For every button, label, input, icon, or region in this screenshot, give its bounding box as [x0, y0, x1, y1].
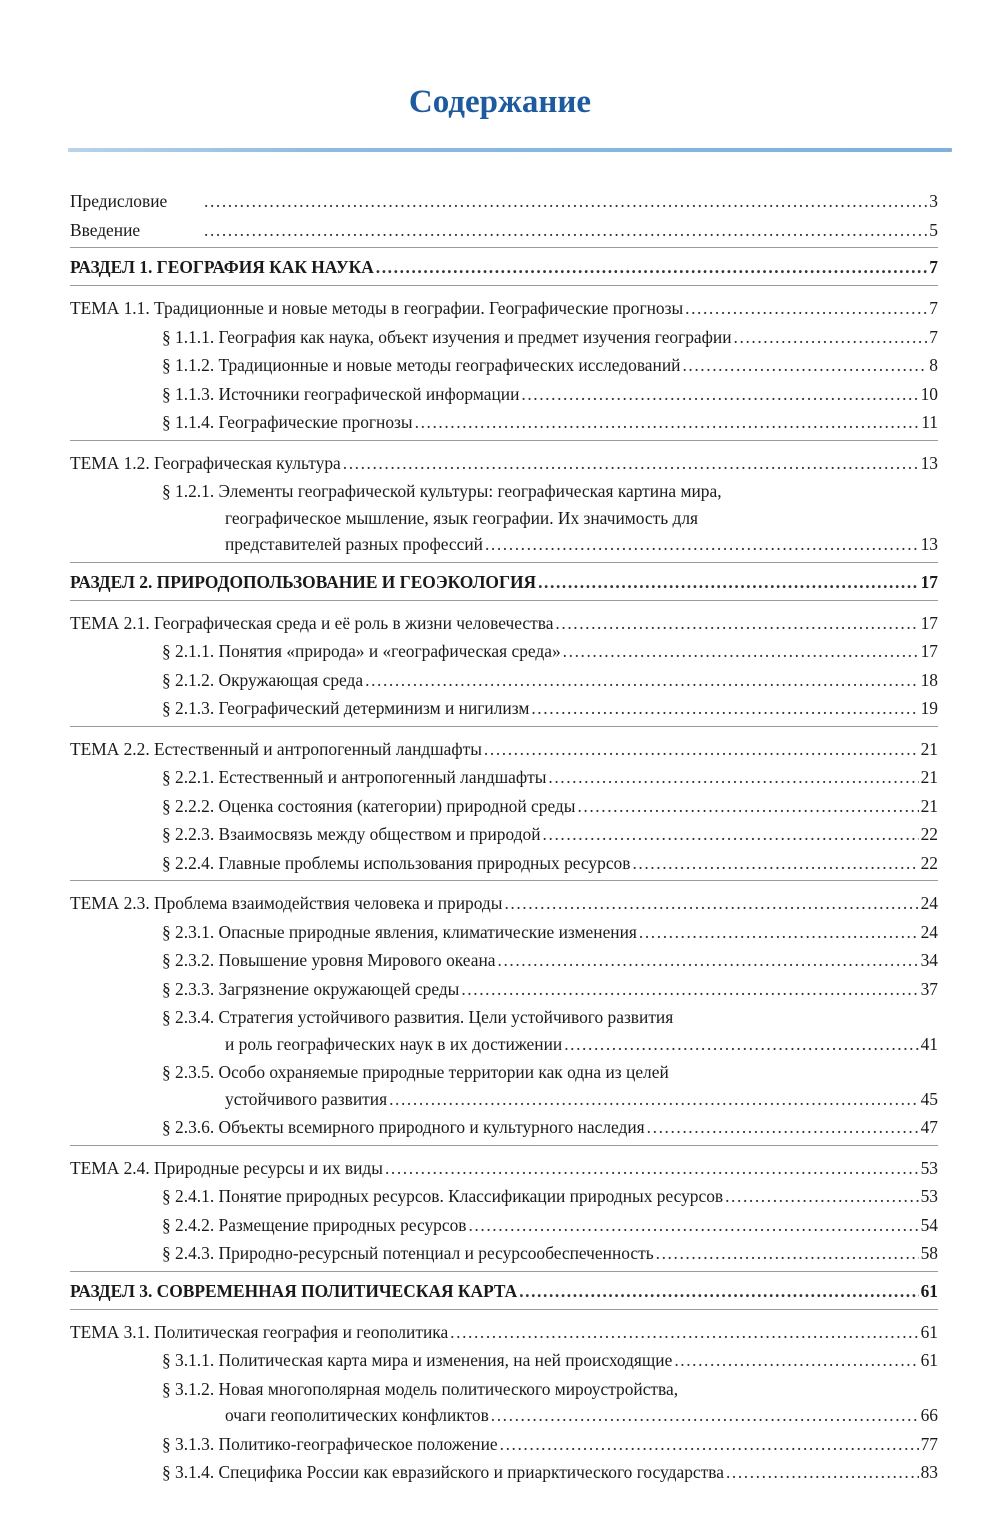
- topic-title: ТЕМА 2.3. Проблема взаимодействия человека и природы: [70, 893, 503, 913]
- page-number: 83: [920, 1462, 938, 1482]
- page-number: 58: [920, 1243, 938, 1263]
- dot-leader: [632, 850, 918, 877]
- page-number: 5: [929, 219, 938, 240]
- paragraph-line: представителей разных профессий: [225, 534, 483, 554]
- page-number: 10: [920, 383, 938, 404]
- page-number: 34: [920, 950, 938, 970]
- toc-entry[interactable]: [70, 409, 938, 436]
- table-of-contents: [70, 186, 938, 1486]
- page-number: 8: [929, 355, 938, 375]
- section-divider: [70, 726, 938, 727]
- dot-leader: [543, 821, 919, 848]
- title-underline: [68, 148, 952, 152]
- page-number: 24: [920, 921, 938, 942]
- page-number: 37: [920, 978, 938, 999]
- paragraph-title: § 1.1.1. География как наука, объект изучения и предмет изучения географии: [162, 326, 732, 347]
- page-number: 47: [920, 1117, 938, 1137]
- topic-title: ТЕМА 2.1. Географическая среда и её роль в жизни человечества: [70, 612, 554, 633]
- toc-entry[interactable]: [70, 667, 938, 694]
- dot-leader: [726, 1459, 919, 1486]
- page-title: Содержание: [408, 84, 592, 120]
- section-divider: [70, 285, 938, 286]
- page-number: 41: [920, 1033, 938, 1054]
- dot-leader: [204, 217, 927, 244]
- page-number: 77: [920, 1433, 938, 1454]
- dot-leader: [548, 764, 918, 791]
- toc-entry[interactable]: [70, 254, 938, 281]
- dot-leader: [521, 381, 918, 408]
- dot-leader: [519, 1278, 918, 1305]
- page-number: 66: [920, 1405, 938, 1425]
- section-divider: [70, 1309, 938, 1310]
- dot-leader: [498, 947, 919, 974]
- paragraph-continuation: [162, 1086, 938, 1113]
- toc-entry[interactable]: [70, 764, 938, 791]
- paragraph-line: географическое мышление, язык географии. Их значимость для: [225, 507, 699, 528]
- toc-entry[interactable]: [70, 188, 938, 215]
- page-number: 53: [920, 1157, 938, 1178]
- toc-entry[interactable]: [70, 1347, 938, 1374]
- section-title: РАЗДЕЛ 3. СОВРЕМЕННАЯ ПОЛИТИЧЕСКАЯ КАРТА: [70, 1280, 518, 1301]
- paragraph-title: § 2.3.4. Стратегия устойчивого развития. Цели устойчивого развития: [162, 1007, 674, 1027]
- paragraph-title: § 2.4.2. Размещение природных ресурсов: [162, 1214, 467, 1235]
- topic-title: ТЕМА 2.4. Природные ресурсы и их виды: [70, 1157, 383, 1178]
- paragraph-title: § 1.1.3. Источники географической информации: [162, 383, 520, 404]
- dot-leader: [365, 667, 918, 694]
- dot-leader: [538, 569, 919, 596]
- paragraph-title: § 2.2.2. Оценка состояния (категории) природной среды: [162, 795, 576, 816]
- toc-entry-multiline[interactable]: [70, 1376, 938, 1429]
- dot-leader: [639, 919, 919, 946]
- paragraph-title: § 2.3.1. Опасные природные явления, климатические изменения: [162, 921, 637, 942]
- toc-entry[interactable]: [70, 610, 938, 637]
- page-number: 22: [920, 852, 938, 873]
- dot-leader: [555, 610, 918, 637]
- page-number: 53: [920, 1186, 938, 1206]
- paragraph-title: § 3.1.1. Политическая карта мира и изменения, на ней происходящие: [162, 1350, 673, 1370]
- toc-entry[interactable]: [70, 381, 938, 408]
- toc-entry[interactable]: [70, 850, 938, 877]
- toc-entry[interactable]: [70, 695, 938, 722]
- paragraph-title: § 1.1.2. Традиционные и новые методы географических исследований: [162, 355, 681, 375]
- section-divider: [70, 247, 938, 248]
- dot-leader: [389, 1086, 919, 1113]
- page-number: 61: [920, 1350, 938, 1370]
- paragraph-title: § 2.2.4. Главные проблемы использования природных ресурсов: [162, 852, 631, 873]
- page-number: 13: [920, 534, 938, 554]
- dot-leader: [468, 1212, 918, 1239]
- topic-title: ТЕМА 1.1. Традиционные и новые методы в географии. Географические прогнозы: [70, 298, 684, 318]
- dot-leader: [656, 1240, 919, 1267]
- intro-label: Введение: [70, 219, 141, 240]
- dot-leader: [674, 1347, 918, 1374]
- paragraph-title: § 2.1.2. Окружающая среда: [162, 669, 364, 690]
- paragraph-title: § 2.1.3. Географический детерминизм и нигилизм: [162, 698, 530, 718]
- page-number: 61: [920, 1321, 938, 1342]
- paragraph-title: § 2.4.3. Природно-ресурсный потенциал и ресурсообеспеченность: [162, 1243, 654, 1263]
- dot-leader: [485, 531, 919, 558]
- toc-entry[interactable]: [70, 1183, 938, 1210]
- section-divider: [70, 1145, 938, 1146]
- paragraph-title: § 3.1.2. Новая многополярная модель политического мироустройства,: [162, 1378, 679, 1399]
- paragraph-title: § 1.2.1. Элементы географической культуры: географическая картина мира,: [162, 481, 722, 501]
- dot-leader: [491, 1402, 919, 1429]
- page-number: 61: [920, 1280, 938, 1301]
- topic-title: ТЕМА 2.2. Естественный и антропогенный ландшафты: [70, 738, 482, 759]
- page-number: 22: [920, 824, 938, 844]
- page-number: 11: [921, 412, 938, 432]
- dot-leader: [385, 1155, 919, 1182]
- paragraph-title: § 2.2.3. Взаимосвязь между обществом и природой: [162, 824, 541, 844]
- toc-entry[interactable]: [70, 324, 938, 351]
- page-number: 17: [920, 612, 938, 633]
- page-number: 7: [929, 298, 938, 318]
- dot-leader: [461, 976, 918, 1003]
- section-divider: [70, 1271, 938, 1272]
- dot-leader: [577, 793, 918, 820]
- paragraph-title: § 2.3.6. Объекты всемирного природного и культурного наследия: [162, 1117, 645, 1137]
- toc-entry[interactable]: [70, 1212, 938, 1239]
- intro-label: Предисловие: [70, 191, 168, 211]
- toc-entry[interactable]: [70, 1155, 938, 1182]
- dot-leader: [682, 352, 927, 379]
- toc-entry[interactable]: [70, 638, 938, 665]
- toc-entry[interactable]: [70, 1278, 938, 1305]
- toc-entry[interactable]: [70, 976, 938, 1003]
- topic-title: ТЕМА 3.1. Политическая география и геополитика: [70, 1321, 449, 1342]
- dot-leader: [484, 736, 919, 763]
- paragraph-line: и роль географических наук в их достижении: [225, 1033, 563, 1054]
- paragraph-continuation: [162, 1031, 938, 1058]
- toc-entry[interactable]: [70, 821, 938, 848]
- dot-leader: [500, 1431, 919, 1458]
- dot-leader: [504, 890, 918, 917]
- toc-entry[interactable]: [70, 1431, 938, 1458]
- toc-entry[interactable]: [70, 736, 938, 763]
- dot-leader: [531, 695, 918, 722]
- toc-entry[interactable]: [70, 890, 938, 917]
- toc-entry[interactable]: [70, 793, 938, 820]
- page-number: 7: [929, 326, 938, 347]
- paragraph-title: § 2.2.1. Естественный и антропогенный ландшафты: [162, 767, 547, 787]
- section-title: РАЗДЕЛ 2. ПРИРОДОПОЛЬЗОВАНИЕ И ГЕОЭКОЛОГИЯ: [70, 571, 537, 592]
- toc-entry[interactable]: [70, 1114, 938, 1141]
- section-divider: [70, 600, 938, 601]
- toc-entry[interactable]: [70, 569, 938, 596]
- paragraph-title: § 2.3.2. Повышение уровня Мирового океана: [162, 950, 496, 970]
- page-number: 18: [920, 669, 938, 690]
- paragraph-line: устойчивого развития: [225, 1088, 388, 1109]
- toc-entry[interactable]: [70, 1240, 938, 1267]
- paragraph-title: § 2.3.5. Особо охраняемые природные территории как одна из целей: [162, 1062, 669, 1082]
- toc-entry[interactable]: [225, 1031, 938, 1058]
- toc-entry-multiline[interactable]: [70, 478, 938, 558]
- page-number: 21: [920, 795, 938, 816]
- dot-leader: [415, 409, 920, 436]
- page-number: 3: [929, 191, 938, 211]
- page-number: 17: [920, 641, 938, 661]
- dot-leader: [376, 254, 928, 281]
- dot-leader: [564, 1031, 918, 1058]
- page-number: 21: [920, 767, 938, 787]
- page-number: 24: [920, 893, 938, 913]
- toc-entry[interactable]: [225, 1402, 938, 1429]
- dot-leader: [563, 638, 919, 665]
- toc-entry-multiline[interactable]: [70, 1004, 938, 1057]
- dot-leader: [450, 1319, 918, 1346]
- paragraph-title: § 3.1.3. Политико-географическое положение: [162, 1433, 498, 1454]
- toc-entry[interactable]: [70, 352, 938, 379]
- toc-entry[interactable]: [70, 450, 938, 477]
- page-number: 45: [920, 1088, 938, 1109]
- paragraph-line: очаги геополитических конфликтов: [225, 1405, 489, 1425]
- dot-leader: [647, 1114, 919, 1141]
- paragraph-title: § 3.1.4. Специфика России как евразийского и приарктического государства: [162, 1462, 724, 1482]
- toc-entry[interactable]: [225, 531, 938, 558]
- toc-entry[interactable]: [70, 217, 938, 244]
- toc-entry[interactable]: [70, 1319, 938, 1346]
- paragraph-title: § 2.3.3. Загрязнение окружающей среды: [162, 978, 460, 999]
- page-number: 17: [920, 571, 938, 592]
- dot-leader: [734, 324, 928, 351]
- dot-leader: [685, 295, 927, 322]
- toc-entry[interactable]: [70, 947, 938, 974]
- toc-entry[interactable]: [70, 295, 938, 322]
- toc-entry[interactable]: [225, 1086, 938, 1113]
- page-number: 21: [920, 738, 938, 759]
- toc-entry[interactable]: [70, 919, 938, 946]
- paragraph-continuation: [162, 1402, 938, 1429]
- section-divider: [70, 440, 938, 441]
- dot-leader: [343, 450, 919, 477]
- section-divider: [70, 562, 938, 563]
- paragraph-continuation: [162, 505, 938, 558]
- page-number: 13: [920, 452, 938, 473]
- dot-leader: [725, 1183, 919, 1210]
- dot-leader: [204, 188, 927, 215]
- section-divider: [70, 880, 938, 881]
- paragraph-title: § 2.4.1. Понятие природных ресурсов. Классификации природных ресурсов: [162, 1186, 724, 1206]
- toc-entry[interactable]: [70, 1459, 938, 1486]
- paragraph-title: § 2.1.1. Понятия «природа» и «географическая среда»: [162, 641, 561, 661]
- paragraph-title: § 1.1.4. Географические прогнозы: [162, 412, 413, 432]
- section-title: РАЗДЕЛ 1. ГЕОГРАФИЯ КАК НАУКА: [70, 257, 374, 277]
- topic-title: ТЕМА 1.2. Географическая культура: [70, 452, 341, 473]
- page-number: 7: [929, 257, 938, 277]
- toc-entry-multiline[interactable]: [70, 1059, 938, 1112]
- page-number: 19: [920, 698, 938, 718]
- page-number: 54: [920, 1214, 938, 1235]
